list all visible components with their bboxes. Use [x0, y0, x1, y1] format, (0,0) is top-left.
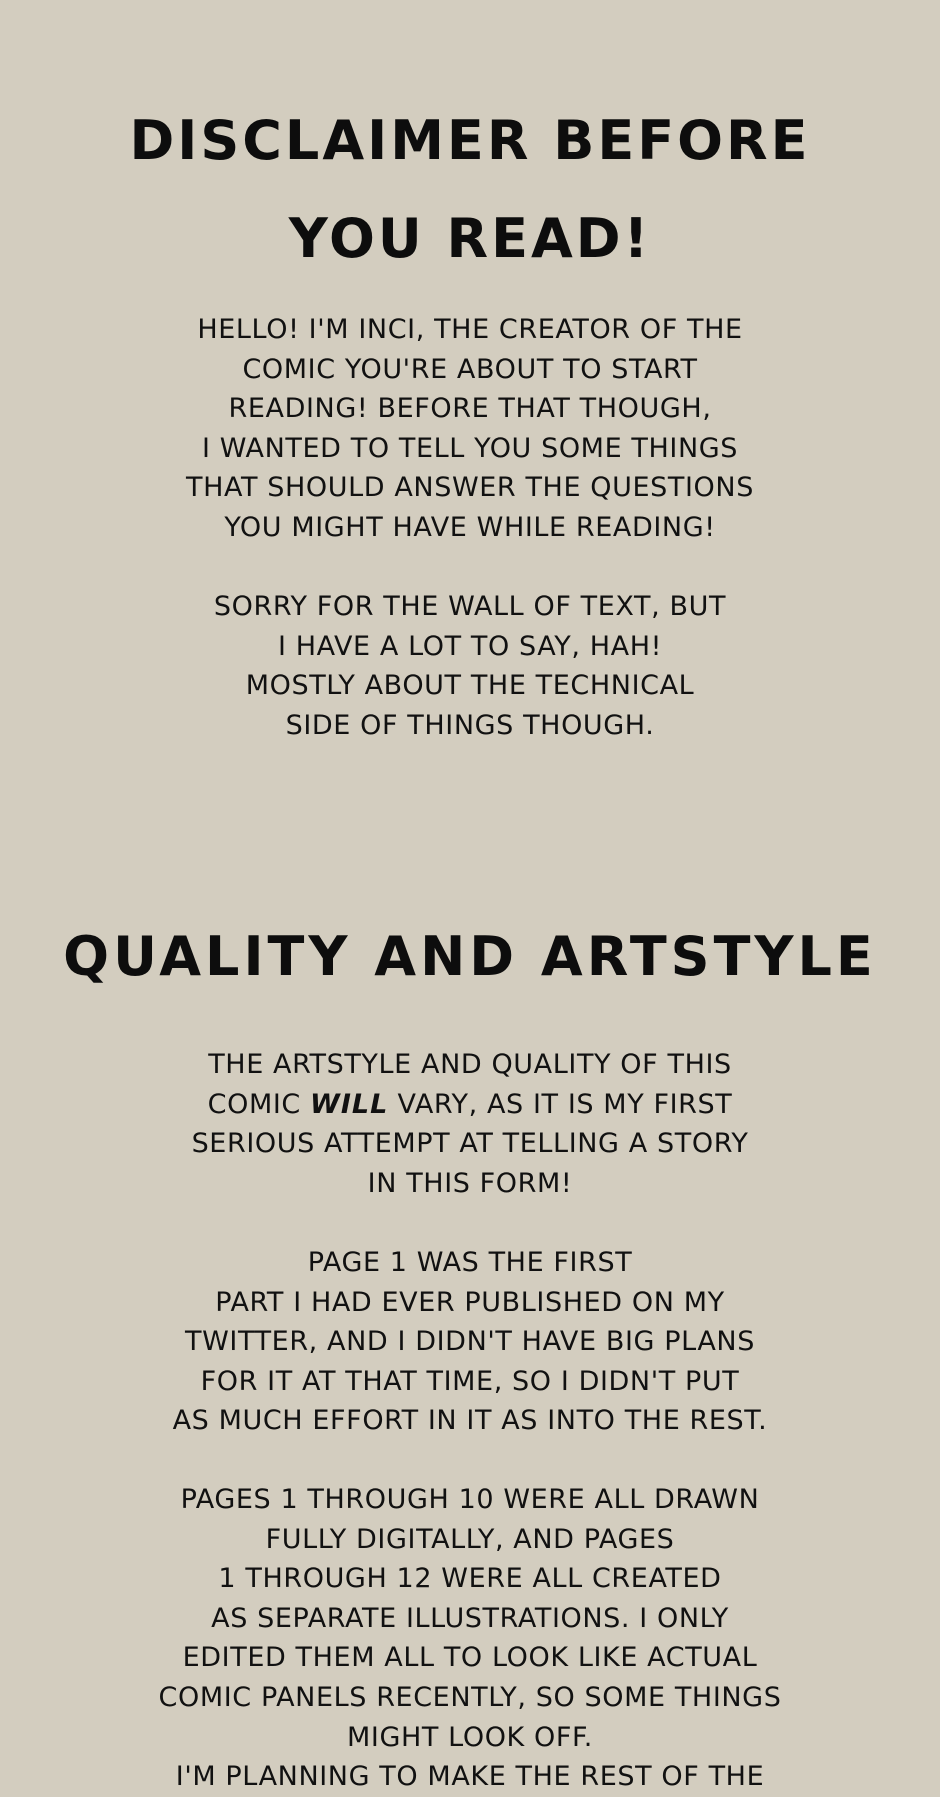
apology-paragraph	[60, 587, 880, 745]
page1-line: TWITTER, AND I DIDN'T HAVE BIG PLANS	[185, 1326, 755, 1358]
intro-line: I WANTED TO TELL YOU SOME THINGS	[201, 432, 739, 464]
pages-paragraph	[60, 1480, 880, 1797]
quality-line: IN THIS FORM!	[367, 1167, 573, 1199]
intro-paragraph	[60, 310, 880, 548]
emphasis-word: WILL	[310, 1088, 389, 1120]
disclaimer-heading-line-2: YOU READ!	[288, 207, 652, 270]
quality-line	[60, 1085, 880, 1125]
page1-line: PART I HAD EVER PUBLISHED ON MY	[215, 1286, 725, 1318]
pages-line: AS SEPARATE ILLUSTRATIONS. I ONLY	[211, 1602, 729, 1634]
pages-line: FULLY DIGITALLY, AND PAGES	[265, 1523, 675, 1555]
quality-heading: QUALITY AND ARTSTYLE	[63, 925, 877, 988]
quality-line-start: COMIC	[207, 1088, 301, 1120]
pages-line: COMIC PANELS RECENTLY, SO SOME THINGS	[158, 1681, 782, 1713]
intro-line: THAT SHOULD ANSWER THE QUESTIONS	[186, 472, 754, 504]
apology-line: SIDE OF THINGS THOUGH.	[285, 709, 655, 741]
pages-line: EDITED THEM ALL TO LOOK LIKE ACTUAL	[182, 1642, 758, 1674]
quality-line: SERIOUS ATTEMPT AT TELLING A STORY	[191, 1128, 749, 1160]
quality-line-end: VARY, AS IT IS MY FIRST	[397, 1088, 733, 1120]
page1-line: FOR IT AT THAT TIME, SO I DIDN'T PUT	[200, 1365, 740, 1397]
page1-paragraph	[60, 1243, 880, 1441]
quality-line: THE ARTSTYLE AND QUALITY OF THIS	[208, 1049, 732, 1080]
page1-line: AS MUCH EFFORT IN IT AS INTO THE REST.	[172, 1405, 768, 1437]
intro-line: READING! BEFORE THAT THOUGH,	[228, 393, 712, 425]
intro-line: COMIC YOU'RE ABOUT TO START	[242, 353, 698, 385]
apology-line: SORRY FOR THE WALL OF TEXT, BUT	[213, 591, 727, 622]
intro-line: HELLO! I'M INCI, THE CREATOR OF THE	[197, 314, 743, 345]
page1-line: PAGE 1 WAS THE FIRST	[307, 1247, 633, 1278]
pages-line: PAGES 1 THROUGH 10 WERE ALL DRAWN	[180, 1484, 760, 1515]
apology-line: I HAVE A LOT TO SAY, HAH!	[277, 630, 663, 662]
disclaimer-heading	[0, 92, 940, 288]
pages-line: MIGHT LOOK OFF.	[347, 1721, 593, 1753]
intro-line: YOU MIGHT HAVE WHILE READING!	[224, 511, 716, 543]
apology-line: MOSTLY ABOUT THE TECHNICAL	[245, 670, 695, 702]
disclaimer-heading-line-1: DISCLAIMER BEFORE	[129, 109, 811, 172]
quality-paragraph	[60, 1045, 880, 1203]
pages-line: 1 THROUGH 12 WERE ALL CREATED	[218, 1563, 722, 1595]
pages-line: I'M PLANNING TO MAKE THE REST OF THE	[175, 1761, 765, 1793]
